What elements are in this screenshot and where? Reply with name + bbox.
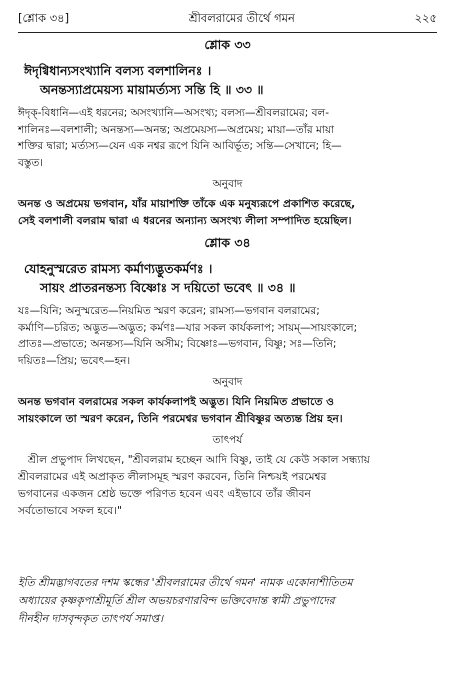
header-page-number: ২২৫ [414, 11, 437, 25]
verse-33-line-2: অনন্তস্যাপ্রমেয়স্য মায়ামর্ত্যস্য সন্তি হি ॥ ৩৩ ॥ [40, 82, 264, 97]
colophon-line: দীনহীন দাসবৃন্দকৃত তাৎপর্য সমাপ্ত। [18, 612, 164, 625]
synonym-line: ঈদৃক্-বিধানি—এই ধরনের; অসংখ্যানি—অসংখ্য; বলস্য—শ্রীবলরামের; বল- [18, 107, 330, 119]
colophon-line: ইতি শ্রীমদ্ভাগবতের দশম স্কন্ধের 'শ্রীবলরামের তীর্থে গমন' নামক একোনাশীতিতম [18, 576, 353, 589]
verse-34-purport-label: তাৎপর্য [212, 434, 243, 446]
header-chapter-title: শ্রীবলরামের তীর্থে গমন [188, 11, 295, 25]
verse-34-line-1: যোহনুস্মরেত রামস্য কর্মাণ্যদ্ভুতকর্মণঃ । [24, 261, 213, 276]
verse-34-line-2: সায়ং প্রাতরনন্তস্য বিষ্ণোঃ স দয়িতো ভবেৎ ॥ ৩৪ ॥ [40, 280, 296, 295]
synonym-line: দয়িতঃ—প্রিয়; ভবেৎ—হন। [18, 354, 131, 367]
verse-33-heading: শ্লোক ৩৩ [204, 37, 251, 52]
verse-34-heading: শ্লোক ৩৪ [204, 235, 251, 250]
translation-line: সেই বলশালী বলরাম দ্বারা এ ধরনের অন্যান্য অসংখ্য লীলা সম্পাদিত হয়েছিল। [18, 214, 352, 227]
purport-line: সর্বতোভাবে সফল হবে।" [18, 504, 122, 517]
verse-33-synonyms [18, 105, 437, 171]
synonym-line: শালিনঃ—বলশালী; অনন্তস্য—অনন্ত; অপ্রমেয়স্য—অপ্রমেয়; মায়া—তাঁর মায়া [18, 123, 335, 136]
translation-line: অনন্ত ও অপ্রমেয় ভগবান, যাঁর মায়াশক্তি তাঁকে এক মনুষ্যরূপে প্রকাশিত করেছে, [18, 197, 356, 210]
header-rule [18, 32, 437, 33]
purport-line: শ্রীল প্রভুপাদ লিখছেন, "শ্রীবলরাম হচ্ছেন আদি বিষ্ণু, তাই যে কেউ সকাল সন্ধ্যায় [28, 453, 370, 466]
running-header [18, 10, 437, 32]
synonym-line: প্রাতঃ—প্রভাতে; অনন্তস্য—যিনি অসীম; বিষ্ণোঃ—ভগবান, বিষ্ণু; সঃ—তিনি; [18, 338, 337, 350]
synonym-line: কর্মাণি—চরিত; অদ্ভুত—অদ্ভুত; কর্মণঃ—যার সকল কার্যকলাপ; সায়ম্—সায়ংকালে; [18, 321, 358, 334]
verse-34-synonyms [18, 303, 437, 369]
verse-34-purport [18, 451, 437, 519]
verse-33-line-1: ঈদৃগ্বিধান্যসংখ্যানি বলস্য বলশালিনঃ । [24, 63, 212, 78]
purport-line: শ্রীবলরামের এই অপ্রাকৃত লীলাসমূহ স্মরণ করবেন, তিনি নিশ্চয়ই পরমেশ্বর [18, 470, 327, 483]
verse-33-translation [18, 195, 437, 229]
verse-34-translation-label: অনুবাদ [212, 376, 243, 388]
verse-34-translation [18, 393, 437, 427]
header-verse-ref: [শ্লোক ৩৪] [18, 11, 70, 25]
verse-34-text [18, 259, 437, 297]
verse-33-translation-label: অনুবাদ [212, 178, 243, 190]
chapter-colophon [18, 574, 437, 628]
verse-33-text [18, 61, 437, 99]
synonym-line: বস্তুত। [18, 156, 44, 169]
translation-line: অনন্ত ভগবান বলরামের সকল কার্যকলাপই অদ্ভুত। যিনি নিয়মিত প্রভাতে ও [18, 395, 335, 408]
translation-line: সায়ংকালে তা স্মরণ করেন, তিনি পরমেশ্বর ভগবান শ্রীবিষ্ণুর অত্যন্ত প্রিয় হন। [18, 412, 343, 425]
colophon-line: অধ্যায়ের কৃষ্ণকৃপাশ্রীমূর্তি শ্রীল অভয়চরণারবিন্দ ভক্তিবেদান্ত স্বামী প্রভুপাদের [18, 594, 335, 607]
synonym-line: শক্তির দ্বারা; মর্ত্যস্য—যেন এক নশ্বর রূপে যিনি আবির্ভূত; সন্তি—সেখানে; হি— [18, 140, 342, 152]
purport-line: ভগবানের একজন শ্রেষ্ঠ ভক্তে পরিণত হবেন এবং এইভাবে তাঁর জীবন [18, 487, 311, 500]
synonym-line: যঃ—যিনি; অনুস্মরেত—নিয়মিত স্মরণ করেন; রামস্য—ভগবান বলরামের; [18, 305, 320, 317]
